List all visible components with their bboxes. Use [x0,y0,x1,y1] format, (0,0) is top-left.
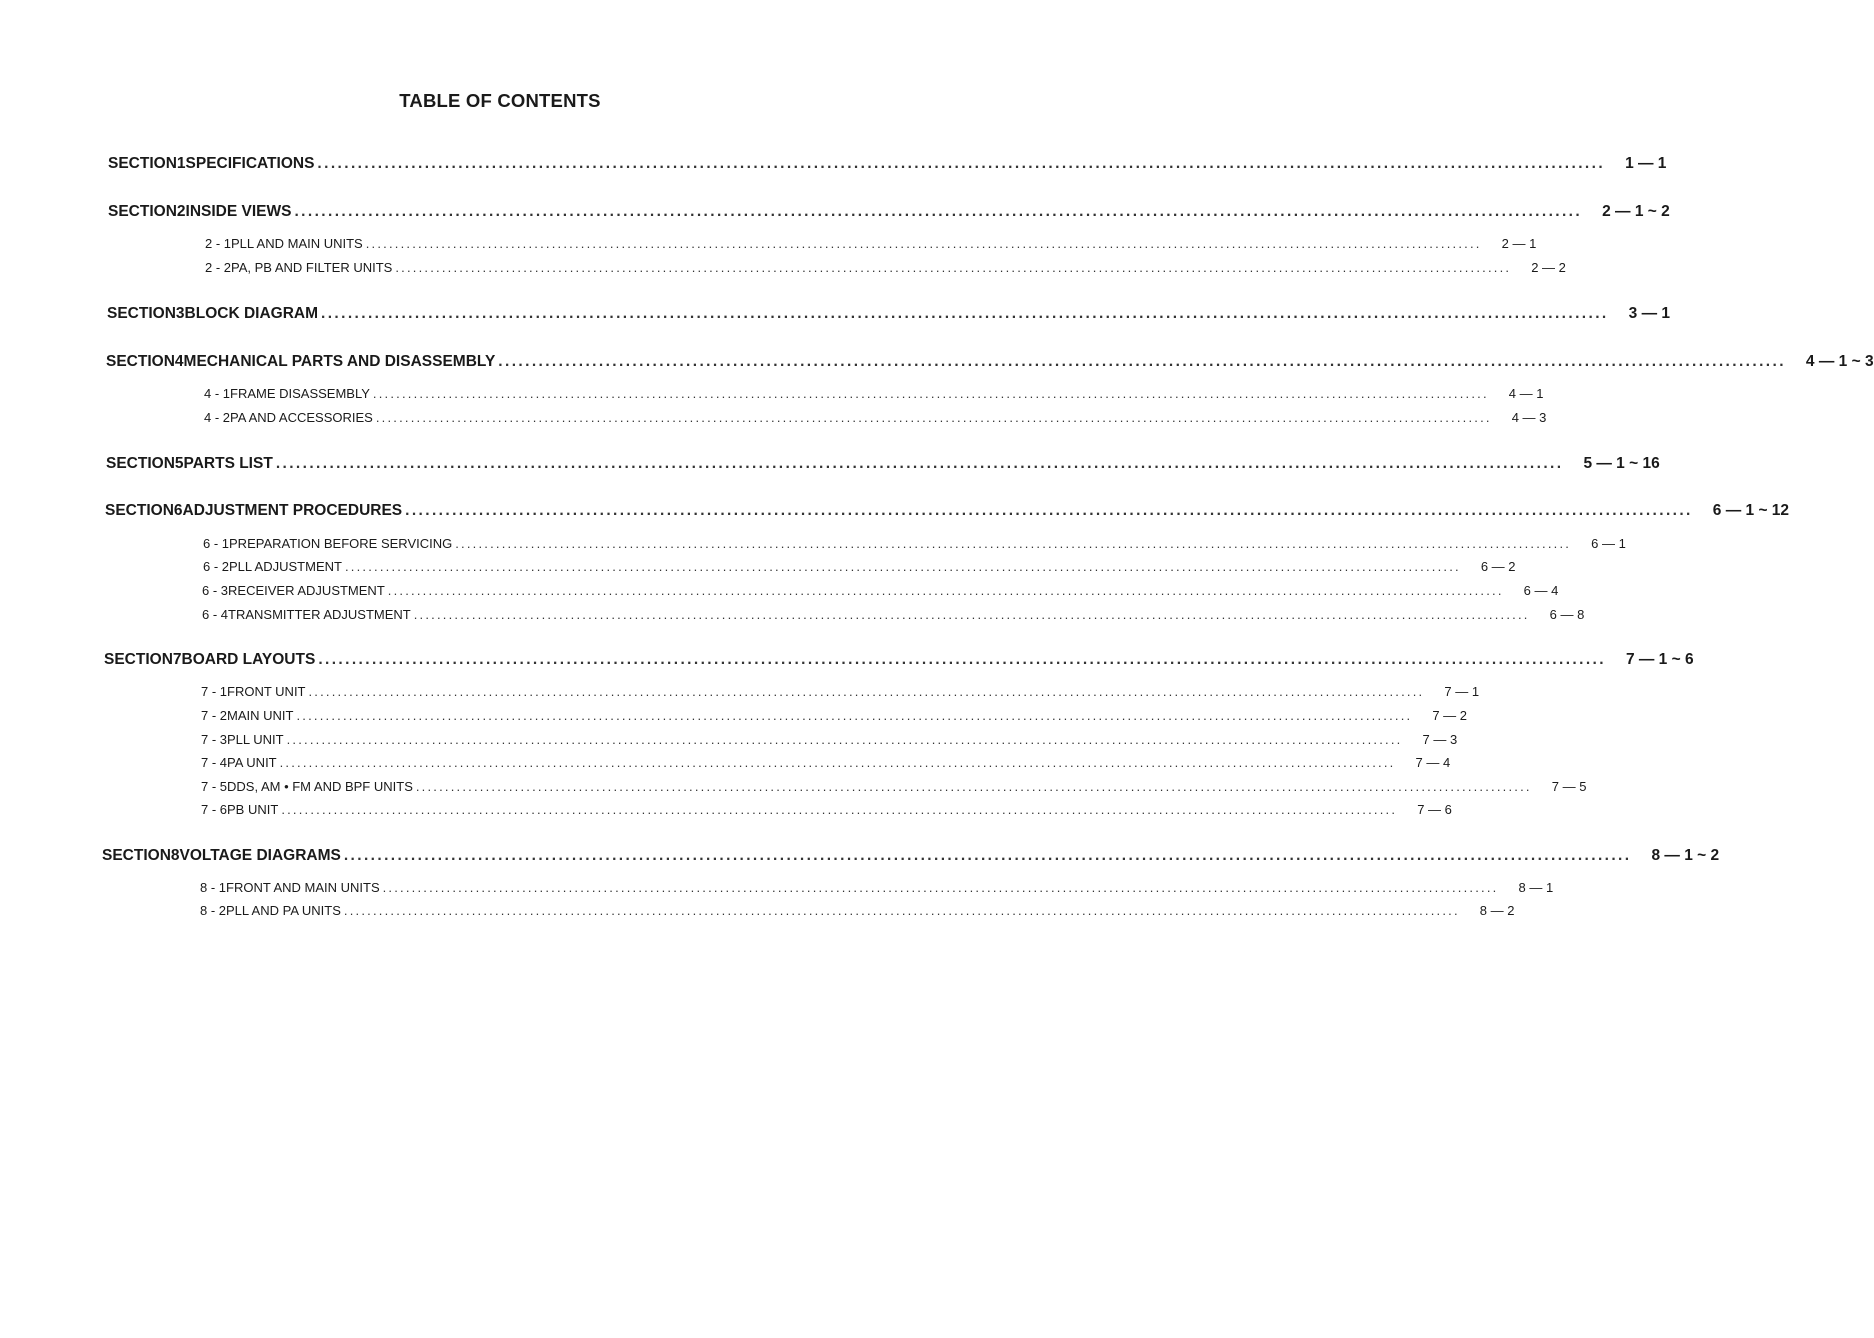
section-title: PARTS LIST [183,455,273,472]
dot-leader: ................................................................................................................................................................................................ [375,410,1492,425]
subsection-page: 6 — 8 [1549,607,1585,622]
subsection-number: 2 - 1 [205,236,232,251]
dot-leader: ................................................................................................................................................................................................ [343,903,1460,918]
subsection-title: DDS, AM • FM AND BPF UNITS [227,779,413,794]
dot-leader: ................................................................................................................................................................................................ [321,305,1609,322]
toc-subsection-6-3[interactable] [202,583,1559,598]
toc-section-5[interactable] [106,455,1660,473]
subsection-page: 2 — 1 [1501,236,1537,251]
section-label: SECTION [106,353,175,370]
toc-subsection-2-2[interactable] [205,260,1566,275]
dot-leader: ................................................................................................................................................................................................ [286,732,1403,747]
toc-section-8[interactable] [102,847,1720,865]
toc-subsection-7-6[interactable] [201,802,1452,817]
section-label: SECTION [104,651,173,668]
section-page: 2 — 1 ~ 2 [1602,203,1670,220]
dot-leader: ................................................................................................................................................................................................ [317,155,1606,172]
dot-leader: ................................................................................................................................................................................................ [344,559,1461,574]
subsection-title: MAIN UNIT [227,708,294,723]
subsection-number: 7 - 1 [201,684,228,699]
dot-leader: ................................................................................................................................................................................................ [382,880,1499,895]
section-number: 3 [175,305,185,322]
subsection-number: 6 - 1 [203,536,230,551]
section-page: 1 — 1 [1625,155,1667,172]
dot-leader: ................................................................................................................................................................................................ [281,802,1398,817]
subsection-page: 8 — 1 [1518,880,1554,895]
subsection-page: 6 — 2 [1480,559,1516,574]
subsection-title: PB UNIT [227,802,279,817]
subsection-title: PLL AND MAIN UNITS [231,236,363,251]
subsection-number: 4 - 1 [204,386,231,401]
subsection-number: 7 - 3 [201,732,228,747]
dot-leader: ................................................................................................................................................................................................ [413,607,1530,622]
page-title: TABLE OF CONTENTS [399,90,601,111]
dot-leader: ................................................................................................................................................................................................ [455,536,1572,551]
subsection-title: PREPARATION BEFORE SERVICING [229,536,453,551]
section-number: 2 [176,203,186,220]
subsection-number: 6 - 2 [203,559,230,574]
toc-subsection-4-1[interactable] [204,386,1544,401]
subsection-page: 7 — 5 [1551,779,1587,794]
section-number: 5 [174,455,184,472]
subsection-title: FRONT UNIT [227,684,306,699]
section-label: SECTION [108,155,177,172]
toc-subsection-7-1[interactable] [201,684,1480,699]
subsection-title: PA, PB AND FILTER UNITS [231,260,393,275]
subsection-page: 7 — 1 [1444,684,1480,699]
subsection-page: 7 — 2 [1432,708,1468,723]
dot-leader: ................................................................................................................................................................................................ [294,203,1583,220]
subsection-page: 7 — 4 [1415,755,1451,770]
section-number: 6 [173,502,183,519]
dot-leader: ................................................................................................................................................................................................ [343,847,1632,864]
dot-leader: ................................................................................................................................................................................................ [395,260,1512,275]
subsection-title: PA AND ACCESSORIES [230,410,373,425]
subsection-number: 7 - 6 [201,802,228,817]
dot-leader: ................................................................................................................................................................................................ [308,684,1425,699]
subsection-title: PLL UNIT [227,732,284,747]
section-label: SECTION [105,502,174,519]
section-title: ADJUSTMENT PROCEDURES [182,502,403,519]
section-page: 5 — 1 ~ 16 [1583,455,1660,472]
section-page: 8 — 1 ~ 2 [1651,847,1720,864]
toc-subsection-6-2[interactable] [203,559,1516,574]
subsection-number: 6 - 3 [202,583,229,598]
toc-subsection-8-1[interactable] [200,880,1554,895]
subsection-number: 7 - 4 [201,755,228,770]
subsection-number: 4 - 2 [204,410,231,425]
dot-leader: ................................................................................................................................................................................................ [415,779,1532,794]
section-page: 6 — 1 ~ 12 [1712,502,1790,519]
toc-section-7[interactable] [104,651,1694,669]
subsection-page: 4 — 3 [1511,410,1547,425]
dot-leader: ................................................................................................................................................................................................ [498,353,1786,370]
toc-subsection-7-4[interactable] [201,755,1451,770]
subsection-title: FRAME DISASSEMBLY [230,386,370,401]
toc-subsection-8-2[interactable] [200,903,1515,918]
section-number: 1 [176,155,186,172]
dot-leader: ................................................................................................................................................................................................ [279,755,1396,770]
subsection-title: PA UNIT [227,755,277,770]
subsection-page: 4 — 1 [1508,386,1544,401]
toc-subsection-7-5[interactable] [201,779,1587,794]
toc-subsection-6-1[interactable] [203,536,1626,551]
dot-leader: ................................................................................................................................................................................................ [372,386,1489,401]
toc-subsection-6-4[interactable] [202,607,1585,622]
toc-section-6[interactable] [105,502,1790,520]
section-number: 4 [174,353,184,370]
subsection-number: 7 - 2 [201,708,228,723]
dot-leader: ................................................................................................................................................................................................ [275,455,1564,472]
subsection-title: RECEIVER ADJUSTMENT [228,583,385,598]
subsection-number: 6 - 4 [202,607,229,622]
toc-section-3[interactable] [107,305,1670,323]
toc-section-4[interactable] [106,353,1874,371]
section-number: 7 [172,651,182,668]
section-page: 3 — 1 [1628,305,1670,322]
dot-leader: ................................................................................................................................................................................................ [405,502,1693,519]
subsection-page: 6 — 1 [1591,536,1626,551]
subsection-number: 2 - 2 [205,260,232,275]
dot-leader: ................................................................................................................................................................................................ [296,708,1413,723]
section-title: BLOCK DIAGRAM [184,305,318,322]
subsection-title: PLL ADJUSTMENT [229,559,342,574]
subsection-title: TRANSMITTER ADJUSTMENT [228,607,411,622]
subsection-number: 8 - 2 [200,903,227,918]
toc-subsection-2-1[interactable] [205,236,1537,251]
subsection-number: 8 - 1 [200,880,227,895]
subsection-page: 7 — 6 [1417,802,1452,817]
subsection-page: 6 — 4 [1523,583,1559,598]
dot-leader: ................................................................................................................................................................................................ [318,651,1606,668]
toc-section-1[interactable] [108,155,1667,173]
dot-leader: ................................................................................................................................................................................................ [365,236,1482,251]
subsection-number: 7 - 5 [201,779,228,794]
toc-subsection-7-3[interactable] [201,732,1458,747]
dot-leader: ................................................................................................................................................................................................ [387,583,1504,598]
section-title: VOLTAGE DIAGRAMS [179,847,341,864]
section-page: 7 — 1 ~ 6 [1625,651,1694,668]
subsection-page: 8 — 2 [1479,903,1515,918]
section-label: SECTION [102,847,171,864]
subsection-title: PLL AND PA UNITS [226,903,341,918]
toc-subsection-7-2[interactable] [201,708,1468,723]
toc-section-2[interactable] [108,203,1670,221]
subsection-title: FRONT AND MAIN UNITS [226,880,380,895]
section-number: 8 [170,847,180,864]
section-title: SPECIFICATIONS [185,155,315,172]
section-title: INSIDE VIEWS [185,203,292,220]
toc-subsection-4-2[interactable] [204,410,1547,425]
subsection-page: 7 — 3 [1422,732,1458,747]
section-label: SECTION [108,203,177,220]
section-label: SECTION [107,305,176,322]
section-title: BOARD LAYOUTS [181,651,316,668]
subsection-page: 2 — 2 [1531,260,1566,275]
section-page: 4 — 1 ~ 3 [1805,353,1874,370]
section-label: SECTION [106,455,175,472]
section-title: MECHANICAL PARTS AND DISASSEMBLY [183,353,496,370]
